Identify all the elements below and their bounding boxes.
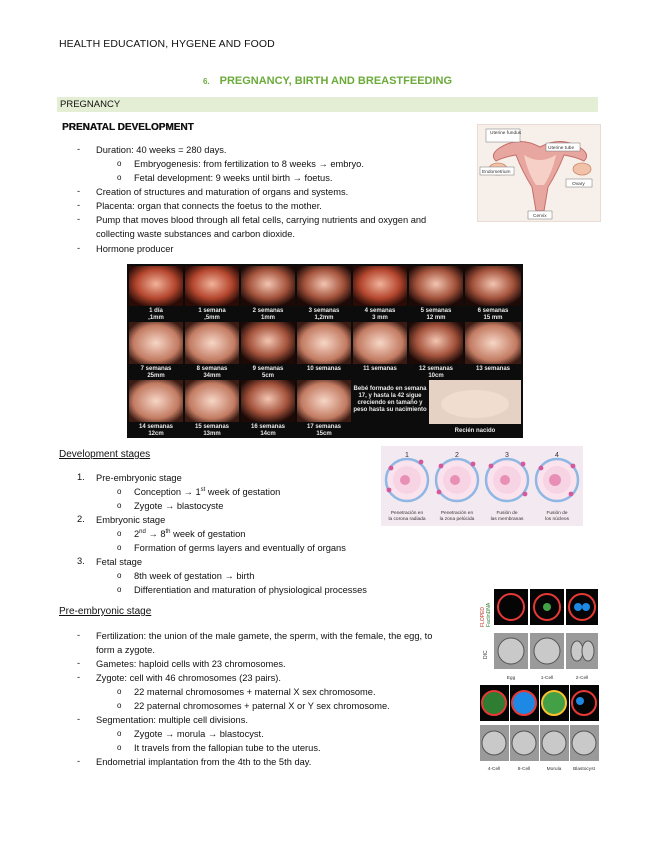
- embryo-week-label: 13 semanas: [475, 366, 511, 372]
- stages-heading: Development stages: [59, 449, 151, 460]
- embryo-week-label: 17 semanas: [306, 424, 342, 430]
- bullet-circle: o: [117, 159, 122, 168]
- embryo-size-label: 5cm: [261, 373, 275, 379]
- fert-step-number: 4: [555, 452, 559, 459]
- bullet-dash: -: [77, 186, 81, 196]
- chapter-number: 6.: [202, 77, 210, 86]
- list-item: 8th week of gestation → birth: [134, 571, 255, 581]
- list-item: form a zygote.: [96, 645, 155, 655]
- list-item: Fetal development: 9 weeks until birth → foetus.: [134, 173, 333, 183]
- list-item: Zygote: cell with 46 chromosomes (23 pairs).: [96, 673, 281, 683]
- uterus-label: Ovary: [572, 182, 585, 187]
- embryo-week-label: 3 semanas: [308, 308, 340, 314]
- bullet-circle: o: [117, 543, 122, 552]
- bullet-dash: -: [77, 630, 81, 640]
- list-item: Embryonic stage: [96, 515, 166, 525]
- embryo-week-label: 5 semanas: [420, 308, 452, 314]
- fert-caption: Fusión de: [496, 511, 518, 516]
- embryo-caption: Bebé formado en semana: [353, 386, 427, 392]
- list-item: Zygote → blastocyste: [134, 501, 224, 511]
- document-header: HEALTH EDUCATION, HYGENE AND FOOD: [59, 38, 275, 50]
- embryo-size-label: 15 mm: [483, 315, 503, 321]
- list-item: Differentiation and maturation of physiological processes: [134, 585, 367, 595]
- chapter-title: [0, 75, 655, 87]
- bullet-circle: o: [117, 729, 122, 738]
- fert-caption: los núcleos: [545, 517, 569, 522]
- list-item: 22 paternal chromosomes + paternal X or Y sex chromosome.: [134, 701, 390, 711]
- list-item: Gametes: haploid cells with 23 chromosomes.: [96, 659, 286, 669]
- embryo-size-label: 15cm: [316, 431, 332, 437]
- embryo-size-label: 12cm: [148, 431, 164, 437]
- list-number: 3.: [77, 556, 85, 566]
- list-item: Hormone producer: [96, 244, 174, 254]
- list-item: Placenta: organ that connects the foetus to the mother.: [96, 201, 322, 211]
- bullet-circle: o: [117, 571, 122, 580]
- list-item: collecting waste substances and carbon dioxide.: [96, 229, 295, 239]
- list-item: Fertilization: the union of the male gamete, the sperm, with the female, the egg, to: [96, 631, 433, 641]
- uterus-illustration: [478, 125, 601, 222]
- fert-caption: la zona pelúcida: [439, 517, 475, 522]
- list-number: 2.: [77, 514, 85, 524]
- fertilization-figure: [381, 446, 583, 526]
- bullet-dash: -: [77, 144, 81, 154]
- embryo-week-label: 4 semanas: [364, 308, 396, 314]
- embryo-development-figure: [127, 264, 523, 438]
- list-item: Formation of germs layers and eventually of organs: [134, 543, 346, 553]
- list-item: Segmentation: multiple cell divisions.: [96, 715, 248, 725]
- cells-bottom-label: Blastocyst: [573, 767, 595, 772]
- fert-caption: Penetración en: [390, 511, 424, 516]
- bullet-dash: -: [77, 243, 81, 253]
- embryo-size-label: ,1mm: [148, 315, 164, 321]
- bullet-circle: o: [117, 173, 122, 182]
- uterus-label: Uterine tube: [548, 146, 575, 151]
- cells-side-label: FLOPED: [480, 606, 486, 627]
- cells-bottom-label: 8-Cell: [517, 767, 531, 772]
- list-item: Endometrial implantation from the 4th to the 5th day.: [96, 757, 312, 767]
- bullet-circle: o: [117, 687, 122, 696]
- list-item: 22 maternal chromosomes + maternal X sex chromosome.: [134, 687, 376, 697]
- list-item: Zygote → morula → blastocyst.: [134, 729, 264, 739]
- bullet-circle: o: [117, 529, 122, 538]
- bullet-circle: o: [117, 501, 122, 510]
- embryo-size-label: 13mm: [203, 431, 221, 437]
- chapter-title-text: PREGNANCY, BIRTH AND BREASTFEEDING: [219, 75, 453, 87]
- cells-top-label: 2-Cell: [575, 676, 589, 681]
- uterus-label: Cervix: [533, 214, 547, 219]
- embryo-week-label: 2 semanas: [252, 308, 284, 314]
- embryo-week-label: 6 semanas: [477, 308, 509, 314]
- list-item: Embryogenesis: from fertilization to 8 weeks → embryo.: [134, 159, 364, 169]
- bullet-dash: -: [77, 200, 81, 210]
- cell-division-figure: [478, 583, 600, 773]
- embryo-week-label: 16 semanas: [250, 424, 286, 430]
- embryo-week-label: 12 semanas: [418, 366, 454, 372]
- cells-side-label: DIC: [483, 650, 489, 659]
- prenatal-heading: PRENATAL DEVELOPMENT: [62, 122, 194, 133]
- fert-caption: Penetración en: [440, 511, 474, 516]
- fert-step-number: 3: [505, 452, 509, 459]
- bullet-circle: o: [117, 701, 122, 710]
- uterus-label: Endometrium: [482, 170, 511, 175]
- pre-embryonic-heading: Pre-embryonic stage: [59, 606, 152, 617]
- bullet-circle: o: [117, 743, 122, 752]
- embryo-week-label: 8 semanas: [196, 366, 228, 372]
- cells-top-label: Egg: [506, 676, 516, 681]
- fert-step-number: 2: [455, 452, 459, 459]
- section-label: PREGNANCY: [60, 99, 121, 110]
- uterus-diagram: [477, 124, 601, 222]
- embryo-caption: creciendo en tamaño y: [357, 400, 423, 406]
- bullet-dash: -: [77, 672, 81, 682]
- bullet-circle: o: [117, 585, 122, 594]
- embryo-size-label: 14cm: [260, 431, 276, 437]
- embryo-week-label: 1 semana: [198, 308, 226, 314]
- bullet-circle: o: [117, 487, 122, 496]
- embryo-week-label: 9 semanas: [252, 366, 284, 372]
- fert-caption: Fusión de: [546, 511, 568, 516]
- bullet-dash: -: [77, 756, 81, 766]
- newborn-label: Recién nacido: [454, 428, 496, 434]
- embryo-size-label: 1mm: [260, 315, 276, 321]
- fert-caption: la corona radiada: [388, 517, 426, 522]
- fert-step-number: 1: [405, 452, 409, 459]
- embryo-size-label: 12 mm: [426, 315, 446, 321]
- embryo-size-label: 25mm: [147, 373, 165, 379]
- embryo-size-label: 10cm: [428, 373, 444, 379]
- embryo-caption: 17, y hasta la 42 sigue: [358, 393, 422, 399]
- embryo-week-label: 14 semanas: [138, 424, 174, 430]
- section-bar: [57, 97, 598, 112]
- cells-side-label: FactinDNA: [486, 602, 492, 627]
- list-item: 2nd → 8th week of gestation: [134, 528, 246, 539]
- embryo-week-label: 15 semanas: [194, 424, 230, 430]
- list-item: Fetal stage: [96, 557, 142, 567]
- embryo-size-label: 1,2mm: [314, 315, 334, 321]
- list-item: Creation of structures and maturation of organs and systems.: [96, 187, 349, 197]
- list-item: It travels from the fallopian tube to the uterus.: [134, 743, 321, 753]
- fertilization-illustration: [381, 446, 583, 526]
- uterus-label: Uterine fundus: [490, 131, 522, 136]
- embryo-week-label: 11 semanas: [363, 366, 397, 372]
- bullet-dash: -: [77, 214, 81, 224]
- list-item: Duration: 40 weeks = 280 days.: [96, 145, 227, 155]
- list-number: 1.: [77, 472, 85, 482]
- embryo-week-label: 1 día: [149, 308, 163, 314]
- cells-bottom-label: Morula: [546, 767, 562, 772]
- embryo-size-label: 3 mm: [372, 315, 388, 321]
- embryo-week-label: 7 semanas: [140, 366, 172, 372]
- embryo-week-label: 10 semanas: [306, 366, 342, 372]
- list-item: Pre-embryonic stage: [96, 473, 182, 483]
- embryo-photo-grid: [127, 264, 523, 438]
- cells-top-label: 1-Cell: [540, 676, 554, 681]
- embryo-size-label: 34mm: [203, 373, 221, 379]
- bullet-dash: -: [77, 658, 81, 668]
- cell-microscopy-grid: [478, 583, 600, 773]
- list-item: Conception → 1st week of gestation: [134, 486, 281, 497]
- embryo-size-label: ,5mm: [204, 315, 220, 321]
- list-item: Pump that moves blood through all fetal cells, carrying nutrients and oxygen and: [96, 215, 427, 225]
- cells-bottom-label: 4-Cell: [487, 767, 501, 772]
- bullet-dash: -: [77, 714, 81, 724]
- embryo-caption: peso hasta su nacimiento: [353, 407, 427, 413]
- fert-caption: las membranas: [490, 517, 524, 522]
